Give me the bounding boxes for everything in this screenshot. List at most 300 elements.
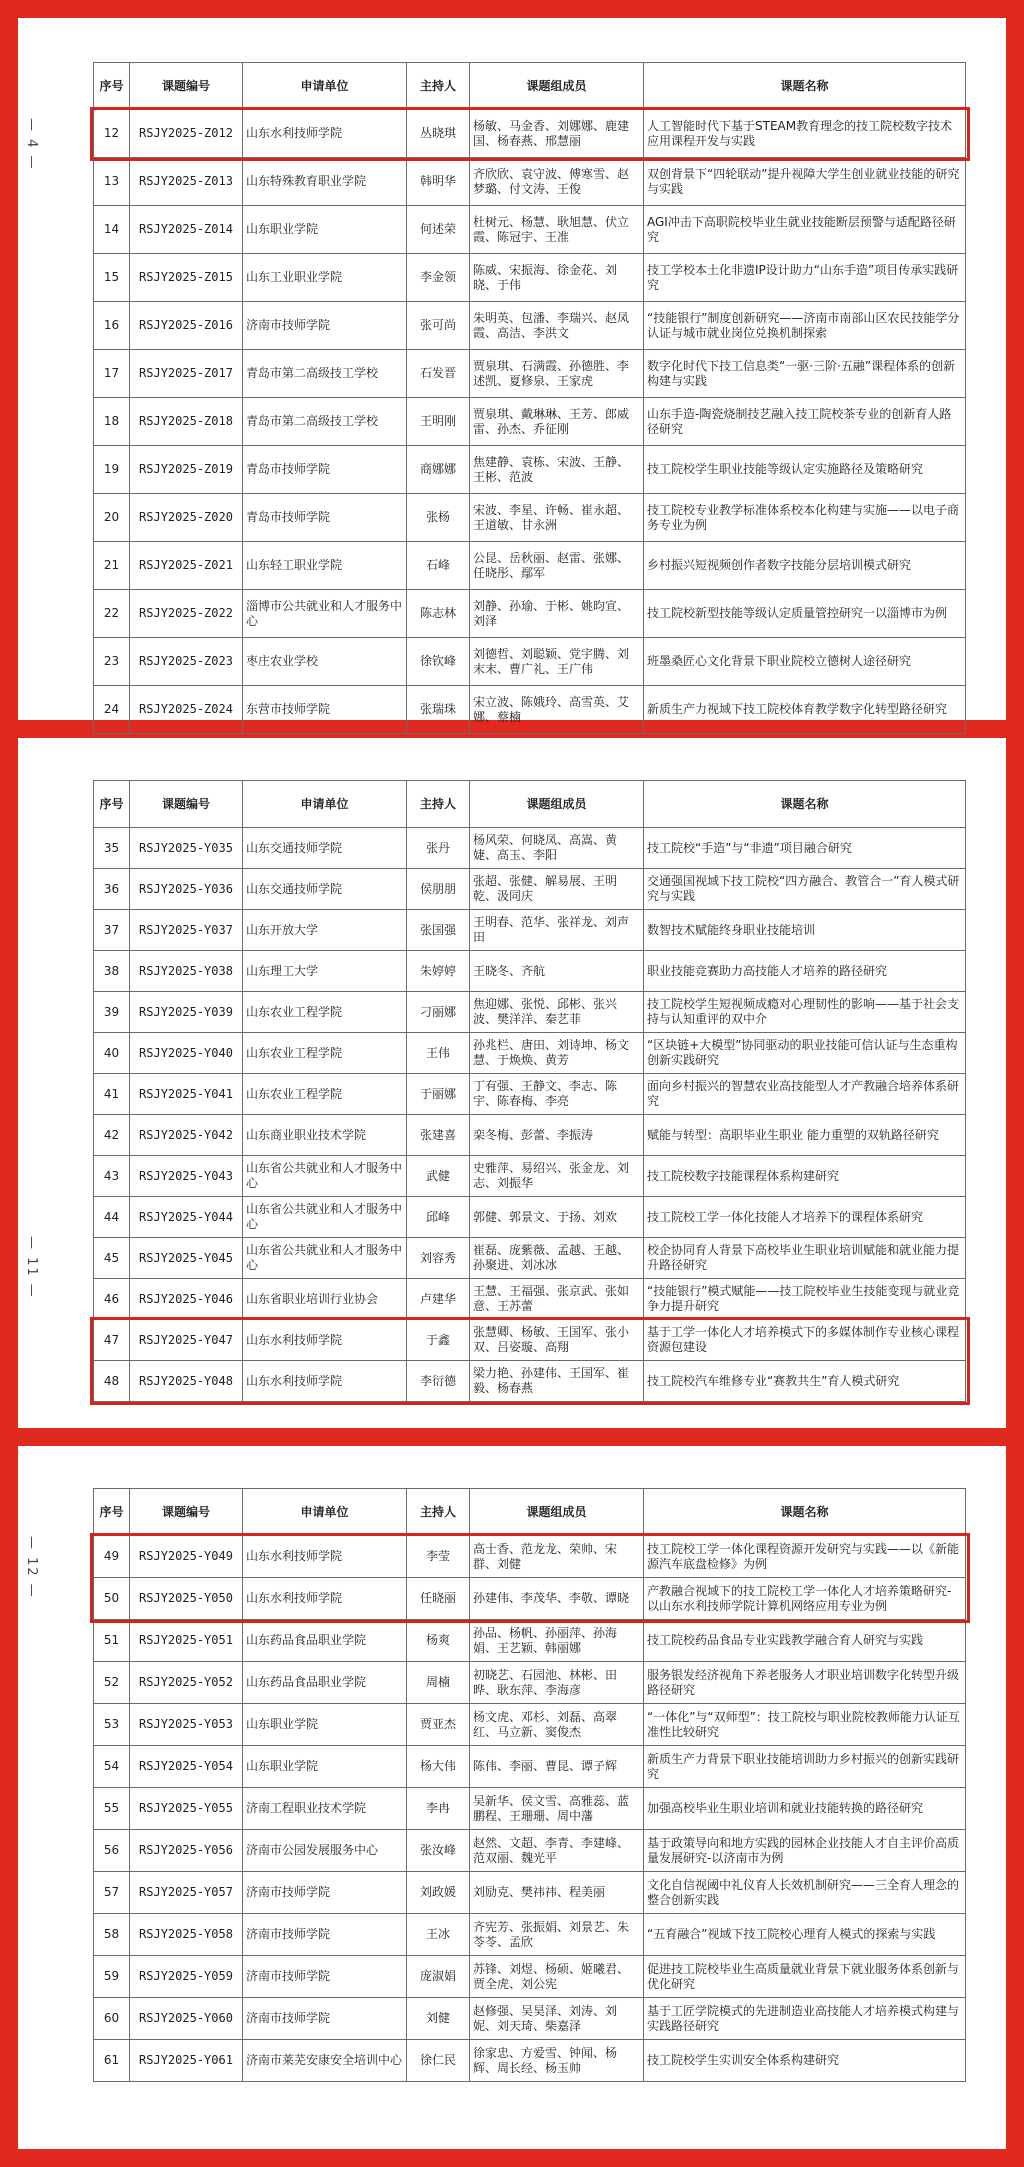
cell-title: 新质生产力视域下技工院校体育教学数字化转型路径研究	[644, 686, 966, 734]
table-row	[94, 1279, 966, 1320]
cell-members: 丁有强、王静文、李志、陈宇、陈春梅、李亮	[470, 1074, 644, 1115]
cell-members: 吴新华、侯文雪、高雅蕊、蓝鹏程、王珊珊、周中藩	[470, 1788, 644, 1830]
cell-code: RSJY2025-Y044	[130, 1197, 243, 1238]
cell-title: 职业技能竞赛助力高技能人才培养的路径研究	[644, 951, 966, 992]
cell-unit: 山东农业工程学院	[243, 1033, 407, 1074]
cell-seq: 56	[94, 1830, 130, 1872]
table-row	[94, 686, 966, 734]
cell-unit: 枣庄农业学校	[243, 638, 407, 686]
cell-members: 孙建伟、李茂华、李敬、谭晓	[470, 1578, 644, 1620]
project-table	[93, 780, 966, 1402]
cell-host: 张可尚	[407, 302, 470, 350]
column-header-title: 课题名称	[644, 781, 966, 828]
cell-code: RSJY2025-Y035	[130, 828, 243, 869]
cell-host: 张国强	[407, 910, 470, 951]
cell-unit: 淄博市公共就业和人才服务中心	[243, 590, 407, 638]
column-header-host: 主持人	[407, 1489, 470, 1536]
cell-host: 刘健	[407, 1998, 470, 2040]
cell-members: 史雅萍、易绍兴、张金龙、刘志、刘振华	[470, 1156, 644, 1197]
column-header-seq: 序号	[94, 781, 130, 828]
cell-seq: 40	[94, 1033, 130, 1074]
cell-unit: 山东交通技师学院	[243, 828, 407, 869]
table-row	[94, 1156, 966, 1197]
cell-code: RSJY2025-Z020	[130, 494, 243, 542]
column-header-unit: 申请单位	[243, 1489, 407, 1536]
cell-unit: 济南市技师学院	[243, 1956, 407, 1998]
cell-seq: 60	[94, 1998, 130, 2040]
cell-unit: 青岛市第二高级技工学校	[243, 398, 407, 446]
cell-unit: 山东水利技师学院	[243, 1536, 407, 1578]
cell-seq: 14	[94, 206, 130, 254]
cell-title: 加强高校毕业生职业培训和就业技能转换的路径研究	[644, 1788, 966, 1830]
cell-unit: 山东水利技师学院	[243, 1361, 407, 1402]
cell-unit: 山东特殊教育职业学院	[243, 158, 407, 206]
column-header-members: 课题组成员	[470, 63, 644, 110]
cell-host: 徐钦峰	[407, 638, 470, 686]
cell-unit: 济南市技师学院	[243, 1998, 407, 2040]
cell-seq: 43	[94, 1156, 130, 1197]
highlight-box	[90, 1533, 970, 1623]
cell-code: RSJY2025-Y042	[130, 1115, 243, 1156]
cell-title: 技工院校工学一体化技能人才培养下的课程体系研究	[644, 1197, 966, 1238]
cell-code: RSJY2025-Z019	[130, 446, 243, 494]
document-page-2	[18, 738, 1006, 1428]
cell-title: 交通强国视域下技工院校“四方融合、教管合一”育人模式研究与实践	[644, 869, 966, 910]
cell-code: RSJY2025-Z018	[130, 398, 243, 446]
cell-host: 贾亚杰	[407, 1704, 470, 1746]
cell-code: RSJY2025-Z024	[130, 686, 243, 734]
cell-members: 徐家忠、方爱雪、钟闻、杨辉、周长经、杨玉帅	[470, 2040, 644, 2082]
table-header-row	[94, 781, 966, 828]
table-row	[94, 542, 966, 590]
cell-title: 赋能与转型：高职毕业生职业 能力重塑的双轨路径研究	[644, 1115, 966, 1156]
cell-host: 李衍德	[407, 1361, 470, 1402]
cell-seq: 45	[94, 1238, 130, 1279]
cell-code: RSJY2025-Z021	[130, 542, 243, 590]
cell-code: RSJY2025-Y058	[130, 1914, 243, 1956]
cell-code: RSJY2025-Z012	[130, 110, 243, 158]
cell-unit: 山东工业职业学院	[243, 254, 407, 302]
cell-seq: 19	[94, 446, 130, 494]
cell-host: 李莹	[407, 1536, 470, 1578]
cell-title: “一体化”与“双师型”：技工院校与职业院校教师能力认证互准性比较研究	[644, 1704, 966, 1746]
cell-members: 杨风荣、何晓凤、高嵩、黄婕、高玉、李阳	[470, 828, 644, 869]
cell-members: 朱明英、包潘、李瑞兴、赵凤霞、高洁、李洪文	[470, 302, 644, 350]
cell-host: 王明刚	[407, 398, 470, 446]
cell-code: RSJY2025-Y057	[130, 1872, 243, 1914]
table-row	[94, 828, 966, 869]
column-header-seq: 序号	[94, 1489, 130, 1536]
cell-unit: 山东水利技师学院	[243, 1320, 407, 1361]
cell-members: 王明春、范华、张祥龙、刘声田	[470, 910, 644, 951]
cell-host: 刘容秀	[407, 1238, 470, 1279]
cell-unit: 山东职业学院	[243, 1704, 407, 1746]
cell-title: 技工院校学生实训安全体系构建研究	[644, 2040, 966, 2082]
column-header-members: 课题组成员	[470, 1489, 644, 1536]
column-header-members: 课题组成员	[470, 781, 644, 828]
page-number: — 11 —	[24, 1236, 39, 1299]
cell-code: RSJY2025-Y050	[130, 1578, 243, 1620]
cell-unit: 山东理工大学	[243, 951, 407, 992]
cell-unit: 青岛市技师学院	[243, 494, 407, 542]
cell-members: 贾泉琪、戴琳琳、王芳、郎威雷、孙杰、乔征刚	[470, 398, 644, 446]
cell-title: 技工学校本土化非遗IP设计助力“山东手造”项目传承实践研究	[644, 254, 966, 302]
table-row	[94, 1788, 966, 1830]
cell-code: RSJY2025-Z015	[130, 254, 243, 302]
cell-seq: 57	[94, 1872, 130, 1914]
cell-unit: 济南工程职业技术学院	[243, 1788, 407, 1830]
cell-code: RSJY2025-Y055	[130, 1788, 243, 1830]
cell-host: 于丽娜	[407, 1074, 470, 1115]
highlight-box	[90, 107, 970, 161]
cell-title: 技工院校学生短视频成瘾对心理韧性的影响——基于社会支持与认知重评的双中介	[644, 992, 966, 1033]
table-row	[94, 1704, 966, 1746]
cell-unit: 山东药品食品职业学院	[243, 1662, 407, 1704]
cell-members: 赵然、文超、李青、李建峰、范双丽、魏光平	[470, 1830, 644, 1872]
cell-members: 焦迎娜、张悦、邱彬、张兴波、樊洋洋、秦艺菲	[470, 992, 644, 1033]
cell-title: 技工院校学生职业技能等级认定实施路径及策略研究	[644, 446, 966, 494]
cell-host: 张丹	[407, 828, 470, 869]
table-row	[94, 590, 966, 638]
cell-title: “技能银行”制度创新研究——济南市南部山区农民技能学分认证与城市就业岗位兑换机制探索	[644, 302, 966, 350]
cell-seq: 42	[94, 1115, 130, 1156]
cell-members: 刘静、孙瑜、于彬、姚昀宣、刘泽	[470, 590, 644, 638]
cell-host: 杨大伟	[407, 1746, 470, 1788]
cell-code: RSJY2025-Y049	[130, 1536, 243, 1578]
cell-code: RSJY2025-Y039	[130, 992, 243, 1033]
table-row	[94, 2040, 966, 2082]
table-row	[94, 638, 966, 686]
cell-members: 杨敏、马金香、刘娜娜、鹿建国、杨春燕、邢慧丽	[470, 110, 644, 158]
cell-code: RSJY2025-Z014	[130, 206, 243, 254]
cell-title: “区块链+大模型”协同驱动的职业技能可信认证与生态重构创新实践研究	[644, 1033, 966, 1074]
cell-title: 促进技工院校毕业生高质量就业背景下就业服务体系创新与优化研究	[644, 1956, 966, 1998]
cell-unit: 山东水利技师学院	[243, 1578, 407, 1620]
cell-seq: 59	[94, 1956, 130, 1998]
cell-title: 人工智能时代下基于STEAM教育理念的技工院校数字技术应用课程开发与实践	[644, 110, 966, 158]
cell-host: 朱婷婷	[407, 951, 470, 992]
cell-code: RSJY2025-Y040	[130, 1033, 243, 1074]
cell-title: 基于工学一体化人才培养模式下的多媒体制作专业核心课程资源包建设	[644, 1320, 966, 1361]
cell-seq: 61	[94, 2040, 130, 2082]
cell-title: “五育融合”视域下技工院校心理育人模式的探索与实践	[644, 1914, 966, 1956]
cell-title: 数智技术赋能终身职业技能培训	[644, 910, 966, 951]
column-header-seq: 序号	[94, 63, 130, 110]
cell-unit: 济南市莱芜安康安全培训中心	[243, 2040, 407, 2082]
cell-code: RSJY2025-Y056	[130, 1830, 243, 1872]
table-header-row	[94, 63, 966, 110]
cell-title: 校企协同育人背景下高校毕业生职业培训赋能和就业能力提升路径研究	[644, 1238, 966, 1279]
column-header-title: 课题名称	[644, 63, 966, 110]
cell-members: 宋立波、陈娥玲、高雪英、艾娜、蔡楠	[470, 686, 644, 734]
cell-seq: 46	[94, 1279, 130, 1320]
cell-members: 初晓艺、石园池、林彬、田晔、耿东萍、李海彦	[470, 1662, 644, 1704]
cell-seq: 15	[94, 254, 130, 302]
cell-title: 双创背景下“四轮联动”提升视障大学生创业就业技能的研究与实践	[644, 158, 966, 206]
cell-host: 李金领	[407, 254, 470, 302]
cell-unit: 山东开放大学	[243, 910, 407, 951]
page-number: — 12 —	[24, 1536, 39, 1599]
cell-members: 刘励克、樊祎祎、程美丽	[470, 1872, 644, 1914]
cell-seq: 13	[94, 158, 130, 206]
cell-seq: 54	[94, 1746, 130, 1788]
cell-title: 文化自信视阈中礼仪育人长效机制研究——三全育人理念的整合创新实践	[644, 1872, 966, 1914]
cell-title: 产教融合视域下的技工院校工学一体化人才培养策略研究-以山东水利技师学院计算机网络应用专业为例	[644, 1578, 966, 1620]
cell-code: RSJY2025-Y038	[130, 951, 243, 992]
table-row	[94, 1238, 966, 1279]
table-row	[94, 1074, 966, 1115]
cell-seq: 24	[94, 686, 130, 734]
cell-members: 苏锋、刘煜、杨硕、姬曦君、贾全虎、刘公宪	[470, 1956, 644, 1998]
cell-title: 技工院校药品食品专业实践教学融合育人研究与实践	[644, 1620, 966, 1662]
column-header-title: 课题名称	[644, 1489, 966, 1536]
cell-title: 新质生产力背景下职业技能培训助力乡村振兴的创新实践研究	[644, 1746, 966, 1788]
cell-host: 杨爽	[407, 1620, 470, 1662]
cell-unit: 山东交通技师学院	[243, 869, 407, 910]
cell-code: RSJY2025-Z016	[130, 302, 243, 350]
cell-code: RSJY2025-Y043	[130, 1156, 243, 1197]
table-row	[94, 1914, 966, 1956]
project-table	[93, 62, 966, 734]
cell-code: RSJY2025-Y060	[130, 1998, 243, 2040]
table-row	[94, 398, 966, 446]
table-row	[94, 1956, 966, 1998]
cell-title: 技工院校汽车维修专业“赛教共生”育人模式研究	[644, 1361, 966, 1402]
cell-seq: 20	[94, 494, 130, 542]
cell-title: 服务银发经济视角下养老服务人才职业培训数字化转型升级路径研究	[644, 1662, 966, 1704]
column-header-code: 课题编号	[130, 1489, 243, 1536]
cell-code: RSJY2025-Z022	[130, 590, 243, 638]
table-row	[94, 1115, 966, 1156]
cell-title: 基于工匠学院模式的先进制造业高技能人才培养模式构建与实践路径研究	[644, 1998, 966, 2040]
cell-code: RSJY2025-Y037	[130, 910, 243, 951]
cell-seq: 39	[94, 992, 130, 1033]
cell-members: 孙品、杨帆、孙丽萍、孙海娟、王艺颖、韩丽娜	[470, 1620, 644, 1662]
cell-members: 栾冬梅、彭蕾、李振涛	[470, 1115, 644, 1156]
cell-title: 山东手造-陶瓷烧制技艺融入技工院校茶专业的创新育人路径研究	[644, 398, 966, 446]
cell-members: 刘德哲、刘聪颖、党宇腾、刘末末、曹广礼、王广伟	[470, 638, 644, 686]
cell-unit: 济南市公园发展服务中心	[243, 1830, 407, 1872]
cell-members: 焦建静、袁栋、宋波、王静、王彬、范波	[470, 446, 644, 494]
table-row	[94, 254, 966, 302]
table-row	[94, 992, 966, 1033]
cell-members: 齐宪芳、张振娟、刘景艺、朱苓苓、孟欣	[470, 1914, 644, 1956]
cell-code: RSJY2025-Y051	[130, 1620, 243, 1662]
table-header-row	[94, 1489, 966, 1536]
cell-members: 公昆、岳秋丽、赵雷、张娜、任晓彤、鄢军	[470, 542, 644, 590]
cell-host: 石峰	[407, 542, 470, 590]
cell-unit: 青岛市第二高级技工学校	[243, 350, 407, 398]
table-row	[94, 951, 966, 992]
cell-seq: 37	[94, 910, 130, 951]
page-number: — 4 —	[24, 118, 39, 171]
cell-seq: 44	[94, 1197, 130, 1238]
cell-host: 武健	[407, 1156, 470, 1197]
cell-code: RSJY2025-Y052	[130, 1662, 243, 1704]
cell-seq: 16	[94, 302, 130, 350]
cell-unit: 济南市技师学院	[243, 1872, 407, 1914]
cell-host: 刁丽娜	[407, 992, 470, 1033]
cell-unit: 山东省公共就业和人才服务中心	[243, 1238, 407, 1279]
cell-seq: 48	[94, 1361, 130, 1402]
column-header-unit: 申请单位	[243, 781, 407, 828]
cell-unit: 济南市技师学院	[243, 1914, 407, 1956]
cell-unit: 山东省公共就业和人才服务中心	[243, 1197, 407, 1238]
cell-seq: 36	[94, 869, 130, 910]
cell-members: 齐欣欣、袁守波、傅寒雪、赵梦璐、付文涛、王俊	[470, 158, 644, 206]
cell-host: 陈志林	[407, 590, 470, 638]
table-row	[94, 446, 966, 494]
cell-host: 徐仁民	[407, 2040, 470, 2082]
cell-code: RSJY2025-Y054	[130, 1746, 243, 1788]
cell-code: RSJY2025-Y045	[130, 1238, 243, 1279]
cell-title: 技工院校新型技能等级认定质量管控研究一以淄博市为例	[644, 590, 966, 638]
cell-host: 石发晋	[407, 350, 470, 398]
cell-seq: 53	[94, 1704, 130, 1746]
cell-host: 张杨	[407, 494, 470, 542]
cell-code: RSJY2025-Y048	[130, 1361, 243, 1402]
cell-title: 技工院校工学一体化课程资源开发研究与实践——以《新能源汽车底盘检修》为例	[644, 1536, 966, 1578]
cell-unit: 山东商业职业技术学院	[243, 1115, 407, 1156]
cell-unit: 山东药品食品职业学院	[243, 1620, 407, 1662]
cell-title: 技工院校专业教学标准体系校本化构建与实施——以电子商务专业为例	[644, 494, 966, 542]
table-row	[94, 350, 966, 398]
column-header-host: 主持人	[407, 781, 470, 828]
cell-host: 张瑞珠	[407, 686, 470, 734]
cell-seq: 22	[94, 590, 130, 638]
cell-seq: 17	[94, 350, 130, 398]
document-page-1	[18, 18, 1006, 724]
cell-title: 技工院校数字技能课程体系构建研究	[644, 1156, 966, 1197]
cell-host: 于鑫	[407, 1320, 470, 1361]
cell-code: RSJY2025-Y061	[130, 2040, 243, 2082]
cell-members: 宋波、李星、许畅、崔永超、王道敏、甘永洲	[470, 494, 644, 542]
cell-unit: 山东农业工程学院	[243, 992, 407, 1033]
cell-unit: 山东职业学院	[243, 1746, 407, 1788]
cell-host: 任晓丽	[407, 1578, 470, 1620]
column-header-host: 主持人	[407, 63, 470, 110]
cell-seq: 58	[94, 1914, 130, 1956]
cell-seq: 23	[94, 638, 130, 686]
cell-members: 张超、张健、解易展、王明乾、汲同庆	[470, 869, 644, 910]
cell-seq: 41	[94, 1074, 130, 1115]
cell-host: 张汝峰	[407, 1830, 470, 1872]
cell-unit: 济南市技师学院	[243, 302, 407, 350]
table-row	[94, 1998, 966, 2040]
table-row	[94, 869, 966, 910]
cell-host: 张建喜	[407, 1115, 470, 1156]
table-row	[94, 302, 966, 350]
document-page-3	[18, 1446, 1006, 2149]
cell-title: 技工院校“手造”与“非遗”项目融合研究	[644, 828, 966, 869]
highlight-box	[90, 1317, 970, 1405]
cell-host: 商娜娜	[407, 446, 470, 494]
cell-title: 基于政策导向和地方实践的园林企业技能人才自主评价高质量发展研究-以济南市为例	[644, 1830, 966, 1872]
cell-seq: 52	[94, 1662, 130, 1704]
table-row	[94, 1197, 966, 1238]
cell-members: 王晓冬、齐航	[470, 951, 644, 992]
cell-title: “技能银行”模式赋能——技工院校毕业生技能变现与就业竞争力提升研究	[644, 1279, 966, 1320]
cell-unit: 山东职业学院	[243, 206, 407, 254]
cell-members: 崔磊、庞紫薇、孟越、王越、孙聚进、刘冰冰	[470, 1238, 644, 1279]
cell-seq: 38	[94, 951, 130, 992]
column-header-code: 课题编号	[130, 781, 243, 828]
cell-unit: 东营市技师学院	[243, 686, 407, 734]
cell-host: 王冰	[407, 1914, 470, 1956]
cell-members: 陈威、宋振海、徐金花、刘晓、于伟	[470, 254, 644, 302]
column-header-unit: 申请单位	[243, 63, 407, 110]
table-row	[94, 1033, 966, 1074]
cell-seq: 18	[94, 398, 130, 446]
cell-host: 韩明华	[407, 158, 470, 206]
cell-seq: 55	[94, 1788, 130, 1830]
cell-seq: 35	[94, 828, 130, 869]
table-row	[94, 494, 966, 542]
cell-code: RSJY2025-Z017	[130, 350, 243, 398]
table-row	[94, 206, 966, 254]
table-row	[94, 1746, 966, 1788]
cell-members: 杨文虎、邓杉、刘磊、高翠红、马立新、窦俊杰	[470, 1704, 644, 1746]
cell-code: RSJY2025-Y053	[130, 1704, 243, 1746]
cell-unit: 山东农业工程学院	[243, 1074, 407, 1115]
column-header-code: 课题编号	[130, 63, 243, 110]
cell-members: 赵修强、吴昊泽、刘涛、刘妮、刘天琦、柴嘉泽	[470, 1998, 644, 2040]
cell-host: 李冉	[407, 1788, 470, 1830]
cell-host: 卢建华	[407, 1279, 470, 1320]
cell-unit: 山东轻工职业学院	[243, 542, 407, 590]
table-row	[94, 158, 966, 206]
cell-code: RSJY2025-Y041	[130, 1074, 243, 1115]
cell-code: RSJY2025-Y036	[130, 869, 243, 910]
table-row	[94, 1872, 966, 1914]
cell-host: 王伟	[407, 1033, 470, 1074]
cell-seq: 49	[94, 1536, 130, 1578]
cell-members: 陈伟、李丽、曹昆、谭子辉	[470, 1746, 644, 1788]
cell-members: 杜树元、杨慧、耿旭慧、伏立霞、陈冠宇、王准	[470, 206, 644, 254]
cell-host: 何述荣	[407, 206, 470, 254]
cell-title: 班墨桑匠心文化背景下职业院校立德树人途径研究	[644, 638, 966, 686]
cell-unit: 青岛市技师学院	[243, 446, 407, 494]
cell-seq: 50	[94, 1578, 130, 1620]
cell-host: 侯朋朋	[407, 869, 470, 910]
table-row	[94, 1830, 966, 1872]
cell-seq: 21	[94, 542, 130, 590]
table-row	[94, 910, 966, 951]
cell-members: 贾泉琪、石满霞、孙德胜、李述凯、夏修泉、王家虎	[470, 350, 644, 398]
cell-host: 丛晓琪	[407, 110, 470, 158]
cell-code: RSJY2025-Y059	[130, 1956, 243, 1998]
cell-title: 乡村振兴短视频创作者数字技能分层培训模式研究	[644, 542, 966, 590]
cell-host: 刘政媛	[407, 1872, 470, 1914]
cell-host: 邱峰	[407, 1197, 470, 1238]
cell-code: RSJY2025-Z013	[130, 158, 243, 206]
cell-code: RSJY2025-Z023	[130, 638, 243, 686]
cell-seq: 47	[94, 1320, 130, 1361]
cell-seq: 12	[94, 110, 130, 158]
cell-members: 孙兆栏、唐田、刘诗坤、杨文慧、于焕焕、黄芳	[470, 1033, 644, 1074]
cell-unit: 山东省职业培训行业协会	[243, 1279, 407, 1320]
cell-title: 面向乡村振兴的智慧农业高技能型人才产教融合培养体系研究	[644, 1074, 966, 1115]
cell-host: 庞淑娟	[407, 1956, 470, 1998]
cell-title: 数字化时代下技工信息类“一驱·三阶·五融”课程体系的创新构建与实践	[644, 350, 966, 398]
cell-members: 高士香、范龙龙、荣帅、宋群、刘健	[470, 1536, 644, 1578]
cell-unit: 山东省公共就业和人才服务中心	[243, 1156, 407, 1197]
table-row	[94, 1662, 966, 1704]
cell-unit: 山东水利技师学院	[243, 110, 407, 158]
cell-seq: 51	[94, 1620, 130, 1662]
cell-code: RSJY2025-Y046	[130, 1279, 243, 1320]
table-row	[94, 1620, 966, 1662]
